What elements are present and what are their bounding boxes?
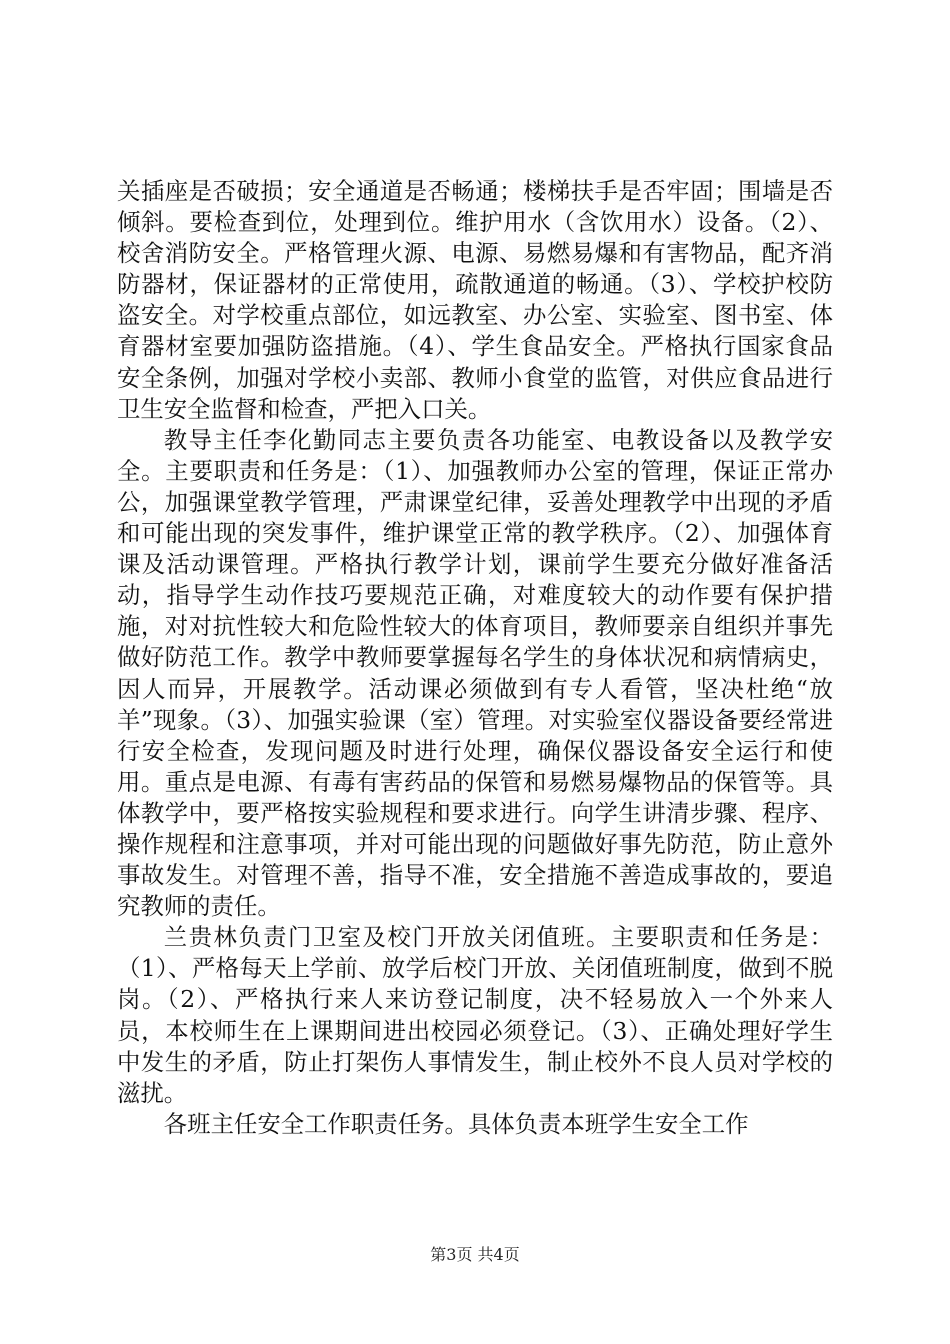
document-body (117, 176, 833, 1140)
paragraph-4: 各班主任安全工作职责任务。具体负责本班学生安全工作 (163, 1109, 749, 1138)
paragraph-3: 兰贵林负责门卫室及校门开放关闭值班。主要职责和任务是：（1）、严格每天上学前、放学后校门开放、关闭值班制度，做到不脱岗。（2）、严格执行来人来访登记制度，决不轻易放入一个外来人员，本校师生在上课期间进出校园必须登记。（3）、正确处理好学生中发生的矛盾，防止打架伤人事情发生，制止校外不良人员对学校的滋扰。 (117, 923, 833, 1107)
page-number-label: 第3页 共4页 (430, 1245, 520, 1264)
paragraph-1: 关插座是否破损；安全通道是否畅通；楼梯扶手是否牢固；围墙是否倾斜。要检查到位，处理到位。维护用水（含饮用水）设备。（2）、校舍消防安全。严格管理火源、电源、易燃易爆和有害物品，配齐消防器材，保证器材的正常使用，疏散通道的畅通。（3）、学校护校防盗安全。对学校重点部位，如远教室、办公室、实验室、图书室、体育器材室要加强防盗措施。（4）、学生食品安全。严格执行国家食品安全条例，加强对学校小卖部、教师小食堂的监管，对供应食品进行卫生安全监督和检查，严把入口关。 (117, 177, 833, 423)
page-footer (0, 1245, 950, 1265)
paragraph-2: 教导主任李化勤同志主要负责各功能室、电教设备以及教学安全。主要职责和任务是：（1）、加强教师办公室的管理，保证正常办公，加强课堂教学管理，严肃课堂纪律，妥善处理教学中出现的矛盾和可能出现的突发事件，维护课堂正常的教学秩序。（2）、加强体育课及活动课管理。严格执行教学计划，课前学生要充分做好准备活动，指导学生动作技巧要规范正确，对难度较大的动作要有保护措施，对对抗性较大和危险性较大的体育项目，教师要亲自组织并事先做好防范工作。教学中教师要掌握每名学生的身体状况和病情病史，因人而异，开展教学。活动课必须做到有专人看管，坚决杜绝“放羊”现象。（3）、加强实验课（室）管理。对实验室仪器设备要经常进行安全检查，发现问题及时进行处理，确保仪器设备安全运行和使用。重点是电源、有毒有害药品的保管和易燃易爆物品的保管等。具体教学中，要严格按实验规程和要求进行。向学生讲清步骤、程序、操作规程和注意事项，并对可能出现的问题做好事先防范，防止意外事故发生。对管理不善，指导不准，安全措施不善造成事故的，要追究教师的责任。 (117, 425, 833, 921)
